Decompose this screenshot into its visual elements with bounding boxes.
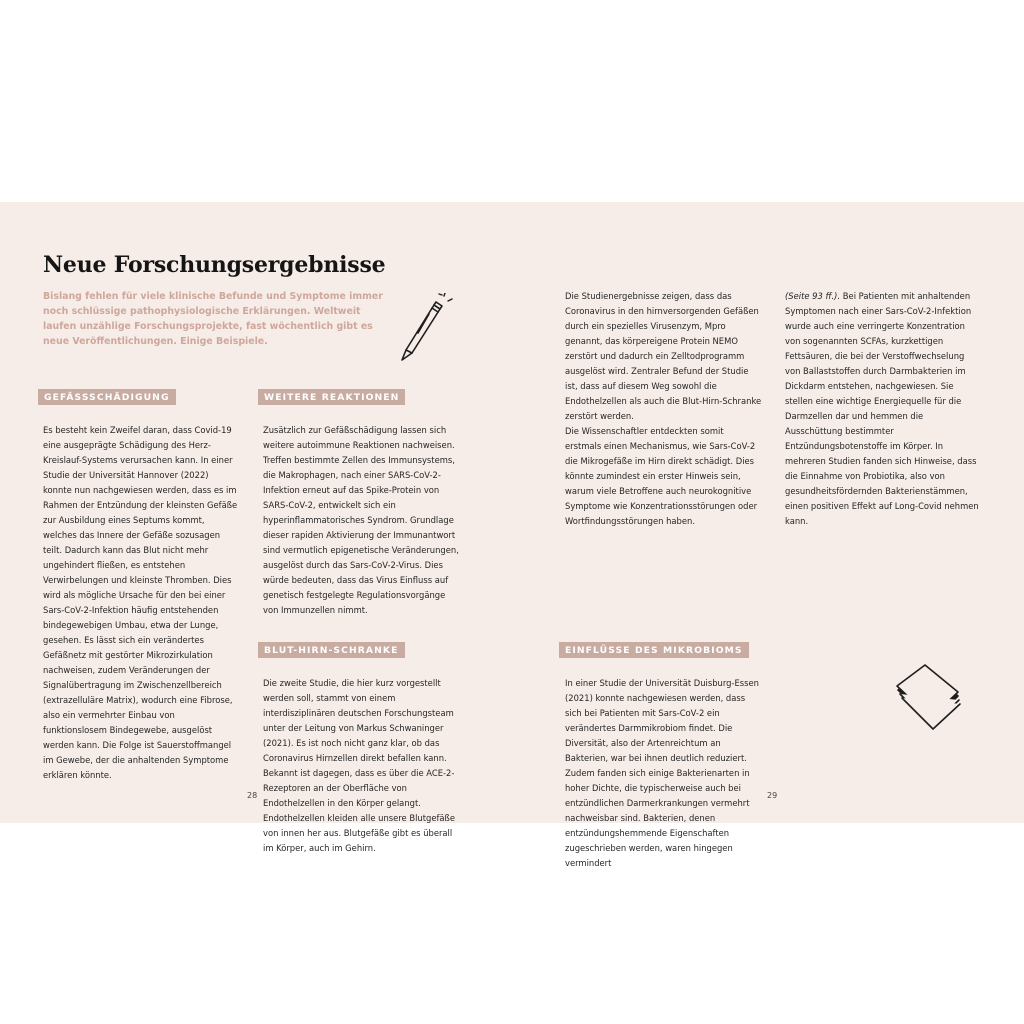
column-weitere-reaktionen [263,423,460,618]
page-number-right: 29 [767,791,778,800]
column-gefaessschaedigung [43,423,239,783]
sticky-notes-icon [892,660,966,734]
text-blut-hirn-schranke: Die zweite Studie, die hier kurz vorgestellt werden soll, stammt von einem interdisziplinären deutschen Forschungsteam unter der Leitung von Markus Schwaninger (2021). Es ist noch nicht ganz klar, ob das Coronavirus Hirnzellen direkt befallen kann. Bekannt ist dagegen, dass es über die ACE-2-Rezeptoren an der Oberfläche von Endothelzellen in den Körper gelangt. Endothelzellen kleiden alle unsere Blutgefäße von innen her aus. Blutgefäße gibt es überall im Körper, auch im Gehirn. [263,678,455,853]
heading-blut-hirn-schranke: BLUT-HIRN-SCHRANKE [258,642,405,658]
heading-einfluesse-mikrobioms: EINFLÜSSE DES MIKROBIOMS [559,642,749,658]
column-mikrobiom [565,676,762,871]
text-bhs-results: Die Studienergebnisse zeigen, dass das Coronavirus in den hirnversorgenden Gefäßen durch ein spezielles Virusenzym, Mpro genannt, das körpereigene Protein NEMO zerstört und dadurch ein Zelltodprogramm ausgelöst wird. Zentraler Befund der Studie ist, dass auf diesem Weg sowohl die Endothelzellen als auch die Blut-Hirn-Schranke zerstört werden. [565,291,762,421]
page-number-left: 28 [247,791,258,800]
heading-gefaessschaedigung: GEFÄSSSCHÄDIGUNG [38,389,176,405]
column-blut-hirn-schranke [263,676,460,856]
heading-weitere-reaktionen: WEITERE REAKTIONEN [258,389,405,405]
column-bhs-continued [565,289,762,529]
intro-text: Bislang fehlen für viele klinische Befunde und Symptome immer noch schlüssige pathophysiologische Erklärungen. Weltweit laufen unzählige Forschungsprojekte, fast wöchentlich gibt es neue Veröffentlichungen. Einige Beispiele. [43,291,383,347]
text-weitere-reaktionen: Zusätzlich zur Gefäßschädigung lassen sich weitere autoimmune Reaktionen nachweisen. Treffen bestimmte Zellen des Immunsystems, die Makrophagen, nach einer SARS-CoV-2-Infektion erneut auf das Spike-Protein von SARS-CoV-2, entwickelt sich ein hyperinflammatorisches Syndrom. Grundlage dieser rapiden Aktivierung der Immunantwort sind vermutlich epigenetische Veränderungen, ausgelöst durch das Sars-CoV-2-Virus. Dies würde bedeuten, dass das Virus Einfluss auf genetisch festgelegte Regulationsvorgänge von Immunzellen nimmt. [263,425,459,615]
text-mikrobiom: In einer Studie der Universität Duisburg-Essen (2021) konnte nachgewiesen werden, dass sich bei Patienten mit Sars-CoV-2 ein verändertes Darmmikrobiom findet. Die Diversität, also der Artenreichtum an Bakterien, war bei ihnen deutlich reduziert. Zudem fanden sich einige Bakterienarten in hoher Dichte, die typischerweise auch bei entzündlichen Darmerkrankungen vermehrt nachweisbar sind. Bakterien, denen entzündungshemmende Eigenschaften zugeschrieben werden, waren hingegen vermindert [565,678,759,868]
page-reference: (Seite 93 ff.). [785,291,841,301]
text-gefaessschaedigung: Es besteht kein Zweifel daran, dass Covid-19 eine ausgeprägte Schädigung des Herz-Kreislauf-Systems verursachen kann. In einer Studie der Universität Hannover (2022) konnte nun nachgewiesen werden, dass es im Rahmen der Entzündung der kleinsten Gefäße zur Ausbildung eines Septums kommt, welches das Innere der Gefäße sozusagen teilt. Dadurch kann das Blut nicht mehr ungehindert fließen, es entstehen Verwirbelungen und kleinste Thromben. Dies wird als mögliche Ursache für den bei einer Sars-CoV-2-Infektion häufig entstehenden bindegewebigen Umbau, etwa der Lunge, gesehen. Es lässt sich ein verändertes Gefäßnetz mit gestörter Mikrozirkulation nachweisen, zudem Veränderungen der Signalübertragung im Zwischenzellbereich (extrazelluläre Matrix), wodurch eine Fibrose, also ein vermehrter Einbau von funktionslosem Bindegewebe, ausgelöst werden kann. Die Folge ist Sauerstoffmangel im Gewebe, der die anhaltenden Symptome erklären könnte. [43,425,238,780]
text-mikrobiom-after-ref: Bei Patienten mit anhaltenden Symptomen nach einer Sars-CoV-2-Infektion wurde auch eine verringerte Konzentration von sogenannten SCFAs, kurzkettigen Fettsäuren, die bei der Verstoffwechselung von Ballaststoffen durch Darmbakterien im Dickdarm entstehen, nachgewiesen. Sie stellen eine wichtige Energiequelle für die Darmzellen dar und hemmen die Ausschüttung bestimmter Entzündungsbotenstoffe im Körper. In mehreren Studien fanden sich Hinweise, dass die Einnahme von Probiotika, also von gesundheitsfördernden Bakterienstämmen, einen positiven Effekt auf Long-Covid nehmen kann. [785,291,979,526]
pen-icon [396,293,456,365]
page-title: Neue Forschungsergebnisse [43,252,386,278]
text-bhs-mechanism: Die Wissenschaftler entdeckten somit erstmals einen Mechanismus, wie Sars-CoV-2 die Mikrogefäße im Hirn direkt schädigt. Dies könnte zumindest ein erster Hinweis sein, warum viele Betroffene auch neurokognitive Symptome wie Konzentrationsstörungen oder Wortfindungsstörungen haben. [565,426,758,526]
column-mikrobiom-continued [785,289,981,529]
text-mikrobiom-continued [785,289,981,529]
